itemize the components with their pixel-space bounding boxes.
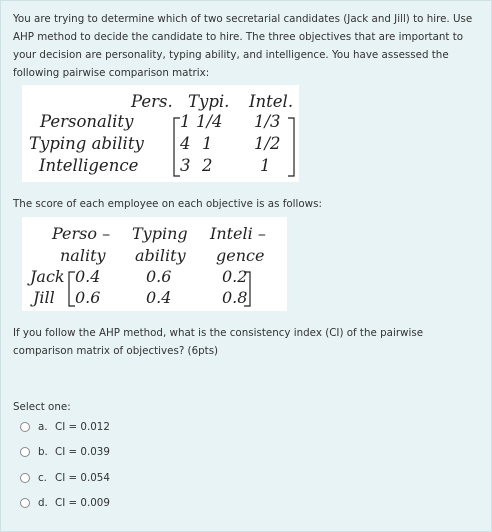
row-label-jack: Jack [30,267,65,286]
cell-jack-intelligence: 0.2 [222,267,248,286]
option-text[interactable]: CI = 0.012 [55,421,110,433]
option-text[interactable]: CI = 0.009 [55,497,110,509]
cell-r3c1: 3 [180,156,191,175]
option-a[interactable] [20,419,110,435]
option-b[interactable] [20,444,110,460]
option-letter: b. [38,446,48,458]
row-label-jill: Jill [33,288,55,307]
pairwise-matrix [22,85,299,182]
cell-r2c1: 4 [180,134,191,153]
select-one-label: Select one: [13,401,71,413]
cell-jack-typing: 0.6 [146,267,172,286]
col-header-typing-1: Typing [132,224,188,243]
radio-button[interactable] [20,422,30,432]
cell-r1c3: 1/3 [254,112,281,131]
cell-r3c2: 2 [202,156,213,175]
radio-button[interactable] [20,498,30,508]
right-bracket [286,117,296,177]
cell-r1c2: 1/4 [196,112,223,131]
col-header-intel: Intel. [249,92,294,111]
option-letter: d. [38,497,48,509]
option-text[interactable]: CI = 0.054 [55,472,110,484]
col-header-intelligence-2: gence [216,246,265,265]
option-c[interactable] [20,470,110,486]
cell-r3c3: 1 [260,156,271,175]
cell-r2c3: 1/2 [254,134,281,153]
cell-r2c2: 1 [202,134,213,153]
row-label-typing-ability: Typing ability [29,134,144,153]
cell-jill-intelligence: 0.8 [222,288,248,307]
question-prompt: If you follow the AHP method, what is the consistency index (CI) of the pairwise comparison matrix of objectives? (6pts) [13,327,424,357]
cell-jill-personality: 0.6 [75,288,101,307]
col-header-typi: Typi. [188,92,230,111]
col-header-personality-1: Perso – [52,224,111,243]
score-matrix [22,217,287,311]
option-text[interactable]: CI = 0.039 [55,446,110,458]
col-header-pers: Pers. [131,92,173,111]
option-letter: a. [38,421,48,433]
option-d[interactable] [20,495,110,511]
col-header-personality-2: nality [60,246,106,265]
option-letter: c. [38,472,47,484]
cell-jack-personality: 0.4 [75,267,101,286]
radio-button[interactable] [20,473,30,483]
row-label-personality: Personality [40,112,134,131]
cell-jill-typing: 0.4 [146,288,172,307]
col-header-typing-2: ability [135,246,186,265]
question-intro: You are trying to determine which of two secretarial candidates (Jack and Jill) to hire. Use AHP method to decide the candidate to hire. The three objectives that are important to your decision are personality, typing ability, and intelligence. You have assessed the following pairwise comparison matrix: [13,13,473,79]
col-header-intelligence-1: Inteli – [210,224,266,243]
cell-r1c1: 1 [180,112,191,131]
row-label-intelligence: Intelligence [39,156,139,175]
radio-button[interactable] [20,447,30,457]
score-text: The score of each employee on each objective is as follows: [13,198,322,210]
